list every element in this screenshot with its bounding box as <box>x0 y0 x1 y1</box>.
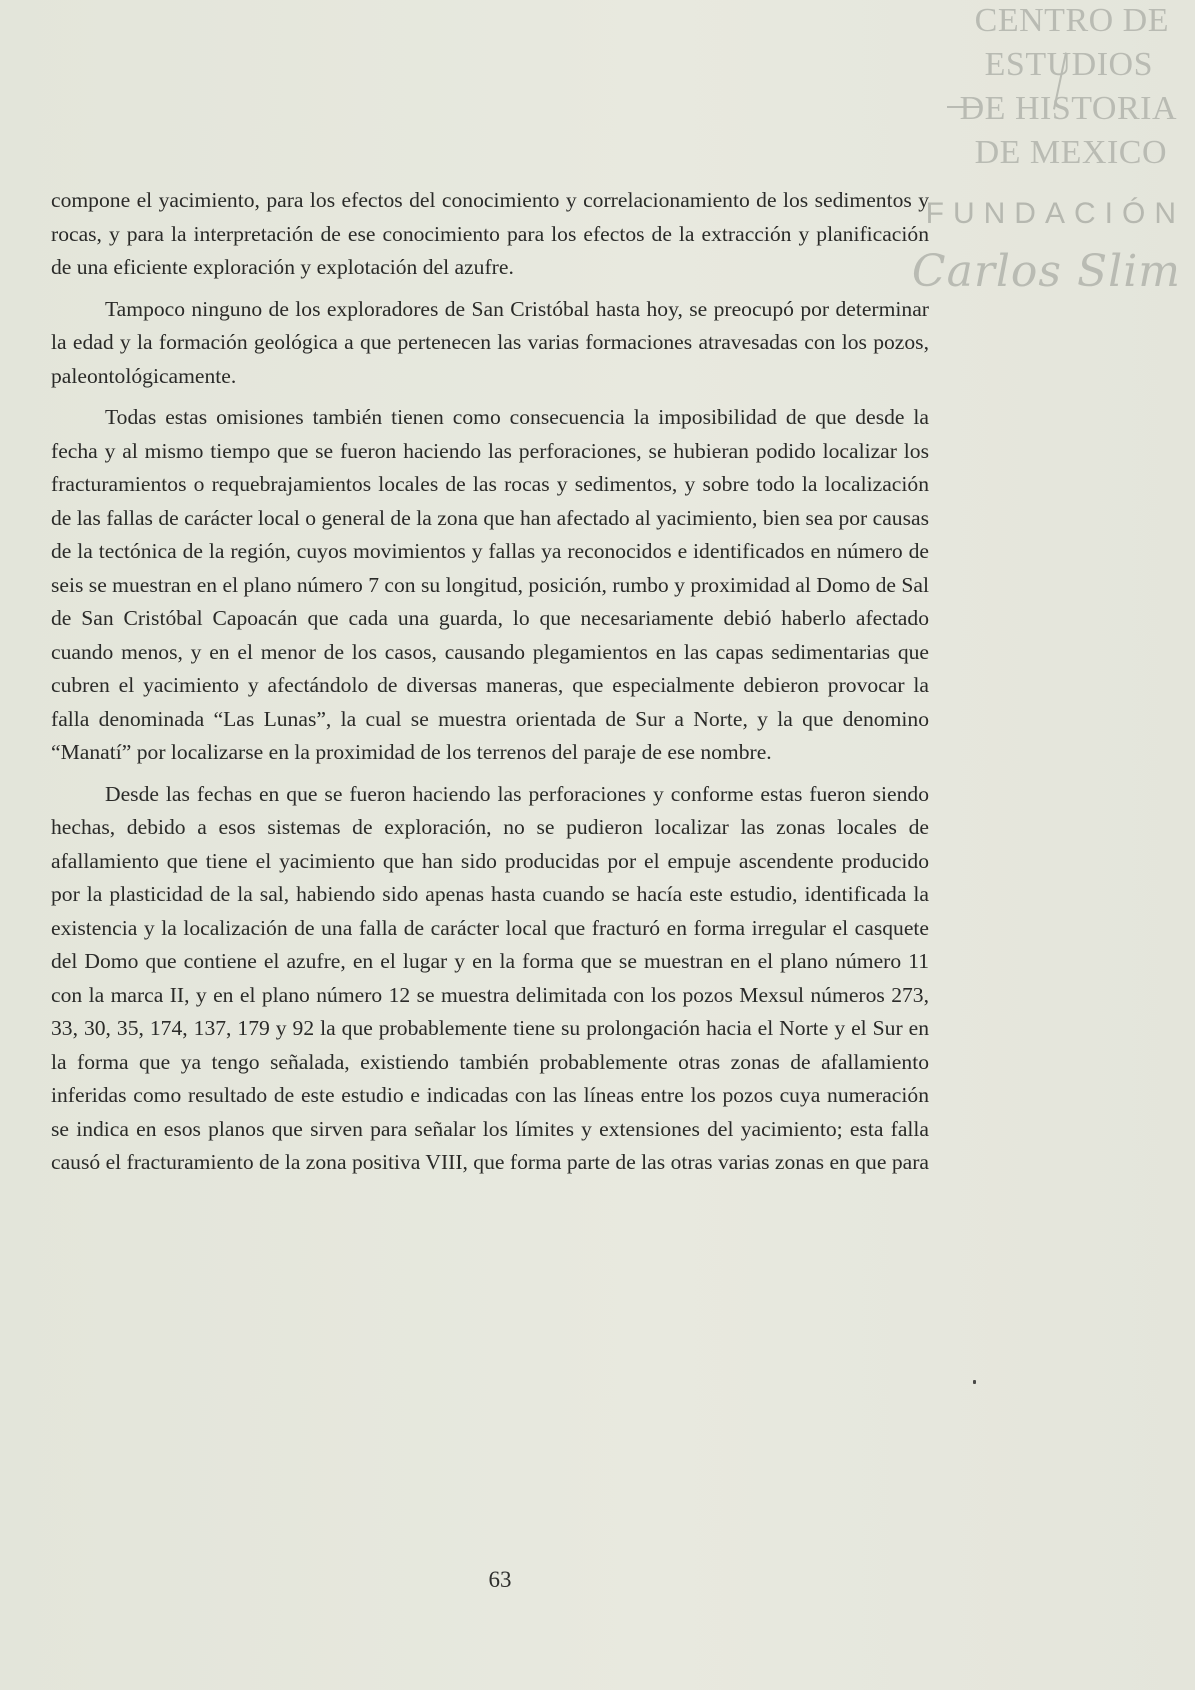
watermark-stamp <box>911 0 1195 300</box>
paragraph-1: compone el yacimiento, para los efectos del conocimiento y correlacionamiento de los sedimentos y rocas, y para la interpretación de ese conocimiento para los efectos de la extracción y planificación de una eficiente exploración y explotación del azufre. <box>51 188 929 279</box>
watermark-line-1: CENTRO DE <box>974 2 1169 39</box>
body-text <box>51 184 929 1188</box>
watermark-signature: Carlos Slim <box>911 246 1181 297</box>
watermark-line-3: DE HISTORIA <box>959 90 1177 127</box>
paragraph-3: Todas estas omisiones también tienen como consecuencia la imposibilidad de que desde la fecha y al mismo tiempo que se fueron haciendo las perforaciones, se hubieran podido localizar los fracturamientos o requebrajamientos locales de las rocas y sedimentos, y sobre todo la localización de las fallas de carácter local o general de la zona que han afectado al yacimiento, bien sea por causas de la tectónica de la región, cuyos movimientos y fallas ya reconocidos e identificados en número de seis se muestran en el plano número 7 con su longitud, posición, rumbo y proximidad al Domo de Sal de San Cristóbal Capoacán que cada una guarda, lo que necesariamente debió haberlo afectado cuando menos, y en el menor de los casos, causando plegamientos en las capas sedimentarias que cubren el yacimiento y afectándolo de diversas maneras, que especialmente debieron provocar la falla denominada “Las Lunas”, la cual se muestra orientada de Sur a Norte, y la que denomino “Manatí” por localizarse en la proximidad de los terrenos del paraje de ese nombre. <box>51 405 930 764</box>
page-number: 63 <box>488 1567 512 1592</box>
paragraph-4: Desde las fechas en que se fueron haciendo las perforaciones y conforme estas fueron siendo hechas, debido a esos sistemas de exploración, no se pudieron localizar las zonas locales de afallamiento que tiene el yacimiento que han sido producidas por el empuje ascendente producido por la plasticidad de la sal, habiendo sido apenas hasta cuando se hacía este estudio, identificada la existencia y la localización de una falla de carácter local que fracturó en forma irregular el casquete del Domo que contiene el azufre, en el lugar y en la forma que se muestran en el plano número 11 con la marca II, y en el plano número 12 se muestra delimitada con los pozos Mexsul números 273, 33, 30, 35, 174, 137, 179 y 92 la que probablemente tiene su prolongación hacia el Norte y el Sur en la forma que ya tengo señalada, existiendo también probablemente otras zonas de afallamiento inferidas como resultado de este estudio e indicadas con las líneas entre los pozos cuya numeración se indica en esos planos que sirven para señalar los límites y extensiones del yacimiento; esta falla causó el fracturamiento de la zona positiva VIII, que forma parte de las otras varias zonas en que para <box>51 781 929 1174</box>
watermark-fundacion: FUNDACIÓN <box>925 197 1185 230</box>
ink-speck <box>973 1380 976 1384</box>
watermark-line-4: DE MEXICO <box>974 134 1167 171</box>
watermark-line-2: ESTUDIOS <box>984 46 1153 83</box>
paragraph-2: Tampoco ninguno de los exploradores de San Cristóbal hasta hoy, se preocupó por determinar la edad y la formación geológica a que pertenecen las varias formaciones atravesadas con los pozos, paleontológicamente. <box>51 296 929 388</box>
